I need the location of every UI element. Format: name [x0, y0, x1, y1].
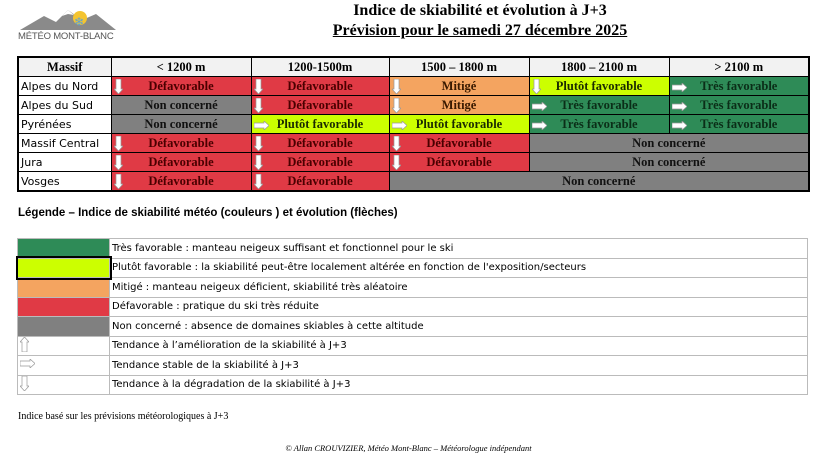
table-row — [18, 153, 809, 172]
skiability-cell — [389, 172, 809, 192]
legend-swatch-defav — [18, 297, 110, 317]
column-header: > 2100 m — [669, 57, 809, 77]
skiability-cell — [669, 77, 809, 96]
skiability-label: Non concerné — [144, 97, 218, 112]
skiability-label: Défavorable — [426, 154, 492, 169]
table-row — [18, 77, 809, 96]
legend-text: Très favorable : manteau neigeux suffisant et fonctionnel pour le ski — [110, 239, 808, 259]
skiability-cell — [529, 153, 809, 172]
skiability-label: Défavorable — [287, 173, 353, 188]
skiability-label: Défavorable — [287, 78, 353, 93]
legend-swatch-mitige — [18, 278, 110, 298]
skiability-cell — [529, 115, 669, 134]
skiability-label: Défavorable — [426, 135, 492, 150]
legend-arrow-cell — [18, 356, 110, 376]
legend-item — [18, 239, 808, 259]
trend-stable-arrow-icon — [672, 81, 687, 96]
table-row — [18, 134, 809, 153]
skiability-label: Non concerné — [632, 154, 706, 169]
skiability-label: Très favorable — [700, 78, 778, 93]
column-header: Massif — [18, 57, 111, 77]
legend-text: Plutôt favorable : la skiabilité peut-être localement altérée en fonction de l'exposition/secteurs — [110, 258, 808, 278]
column-header: 1200-1500m — [251, 57, 389, 77]
legend-arrow-cell — [18, 336, 110, 356]
column-header: 1800 – 2100 m — [529, 57, 669, 77]
legend-item — [18, 336, 808, 356]
footer-note: Indice basé sur les prévisions météorologiques à J+3 — [18, 411, 229, 422]
skiability-label: Très favorable — [700, 97, 778, 112]
trend-stable-arrow-icon — [672, 100, 687, 115]
skiability-table — [17, 56, 810, 192]
legend-item — [18, 258, 808, 278]
table-row — [18, 115, 809, 134]
trend-down-arrow-icon — [18, 383, 29, 394]
skiability-cell — [389, 115, 529, 134]
table-row — [18, 96, 809, 115]
massif-name: Alpes du Sud — [18, 96, 111, 115]
column-header: < 1200 m — [111, 57, 251, 77]
skiability-cell — [389, 153, 529, 172]
legend-title: Légende – Indice de skiabilité météo (couleurs ) et évolution (flèches) — [18, 207, 398, 219]
skiability-cell — [251, 77, 389, 96]
massif-name: Pyrénées — [18, 115, 111, 134]
trend-stable-arrow-icon — [532, 100, 547, 115]
skiability-label: Défavorable — [148, 135, 214, 150]
trend-up-arrow-icon — [18, 344, 29, 355]
logo-text: MÉTÉO MONT-BLANC — [18, 31, 114, 42]
skiability-label: Non concerné — [144, 116, 218, 131]
skiability-label: Mitigé — [441, 78, 477, 93]
skiability-cell — [111, 96, 251, 115]
skiability-cell — [389, 134, 529, 153]
svg-text:❄: ❄ — [74, 15, 85, 29]
legend-item — [18, 356, 808, 376]
skiability-cell — [111, 77, 251, 96]
skiability-cell — [251, 153, 389, 172]
legend-item — [18, 278, 808, 298]
skiability-cell — [111, 115, 251, 134]
massif-name: Alpes du Nord — [18, 77, 111, 96]
skiability-label: Très favorable — [560, 116, 638, 131]
table-row — [18, 172, 809, 192]
legend-item — [18, 297, 808, 317]
trend-stable-arrow-icon — [672, 119, 687, 134]
skiability-cell — [251, 96, 389, 115]
trend-stable-arrow-icon — [392, 119, 407, 134]
trend-down-arrow-icon — [114, 174, 123, 193]
skiability-label: Non concerné — [562, 173, 636, 188]
legend-text: Tendance à la dégradation de la skiabilité à J+3 — [110, 375, 808, 395]
skiability-cell — [669, 96, 809, 115]
skiability-cell — [111, 134, 251, 153]
page-title: Indice de skiabilité et évolution à J+3 — [353, 2, 607, 19]
skiability-cell — [669, 115, 809, 134]
skiability-cell — [111, 172, 251, 192]
skiability-cell — [529, 96, 669, 115]
legend-text: Tendance à l’amélioration de la skiabilité à J+3 — [110, 336, 808, 356]
skiability-label: Défavorable — [287, 97, 353, 112]
skiability-label: Défavorable — [148, 173, 214, 188]
legend-text: Mitigé : manteau neigeux déficient, skiabilité très aléatoire — [110, 278, 808, 298]
legend-table — [17, 238, 808, 395]
skiability-label: Défavorable — [148, 78, 214, 93]
trend-stable-arrow-icon — [532, 119, 547, 134]
skiability-cell — [111, 153, 251, 172]
skiability-label: Très favorable — [560, 97, 638, 112]
skiability-label: Plutôt favorable — [415, 116, 503, 131]
skiability-label: Défavorable — [287, 135, 353, 150]
column-header: 1500 – 1800 m — [389, 57, 529, 77]
skiability-cell — [251, 172, 389, 192]
massif-name: Vosges — [18, 172, 111, 192]
legend-swatch-non — [18, 317, 110, 337]
trend-stable-arrow-icon — [18, 360, 35, 371]
skiability-label: Plutôt favorable — [555, 78, 643, 93]
legend-swatch-plutot — [18, 258, 110, 278]
skiability-label: Plutôt favorable — [276, 116, 364, 131]
skiability-label: Non concerné — [632, 135, 706, 150]
page-subtitle: Prévision pour le samedi 27 décembre 2025 — [332, 22, 628, 39]
skiability-label: Mitigé — [441, 97, 477, 112]
legend-item — [18, 317, 808, 337]
legend-text: Non concerné : absence de domaines skiables à cette altitude — [110, 317, 808, 337]
skiability-label: Défavorable — [148, 154, 214, 169]
trend-down-arrow-icon — [254, 174, 263, 193]
legend-swatch-tres — [18, 239, 110, 259]
legend-item — [18, 375, 808, 395]
legend-text: Défavorable : pratique du ski très réduite — [110, 297, 808, 317]
skiability-cell — [389, 77, 529, 96]
skiability-cell — [251, 134, 389, 153]
skiability-cell — [529, 134, 809, 153]
copyright: © Allan CROUVIZIER, Météo Mont-Blanc – Météorologue indépendant — [285, 443, 532, 453]
massif-name: Massif Central — [18, 134, 111, 153]
skiability-label: Défavorable — [287, 154, 353, 169]
trend-stable-arrow-icon — [254, 119, 269, 134]
skiability-label: Très favorable — [700, 116, 778, 131]
legend-text: Tendance stable de la skiabilité à J+3 — [110, 356, 808, 376]
massif-name: Jura — [18, 153, 111, 172]
skiability-cell — [389, 96, 529, 115]
skiability-cell — [529, 77, 669, 96]
skiability-cell — [251, 115, 389, 134]
legend-arrow-cell — [18, 375, 110, 395]
